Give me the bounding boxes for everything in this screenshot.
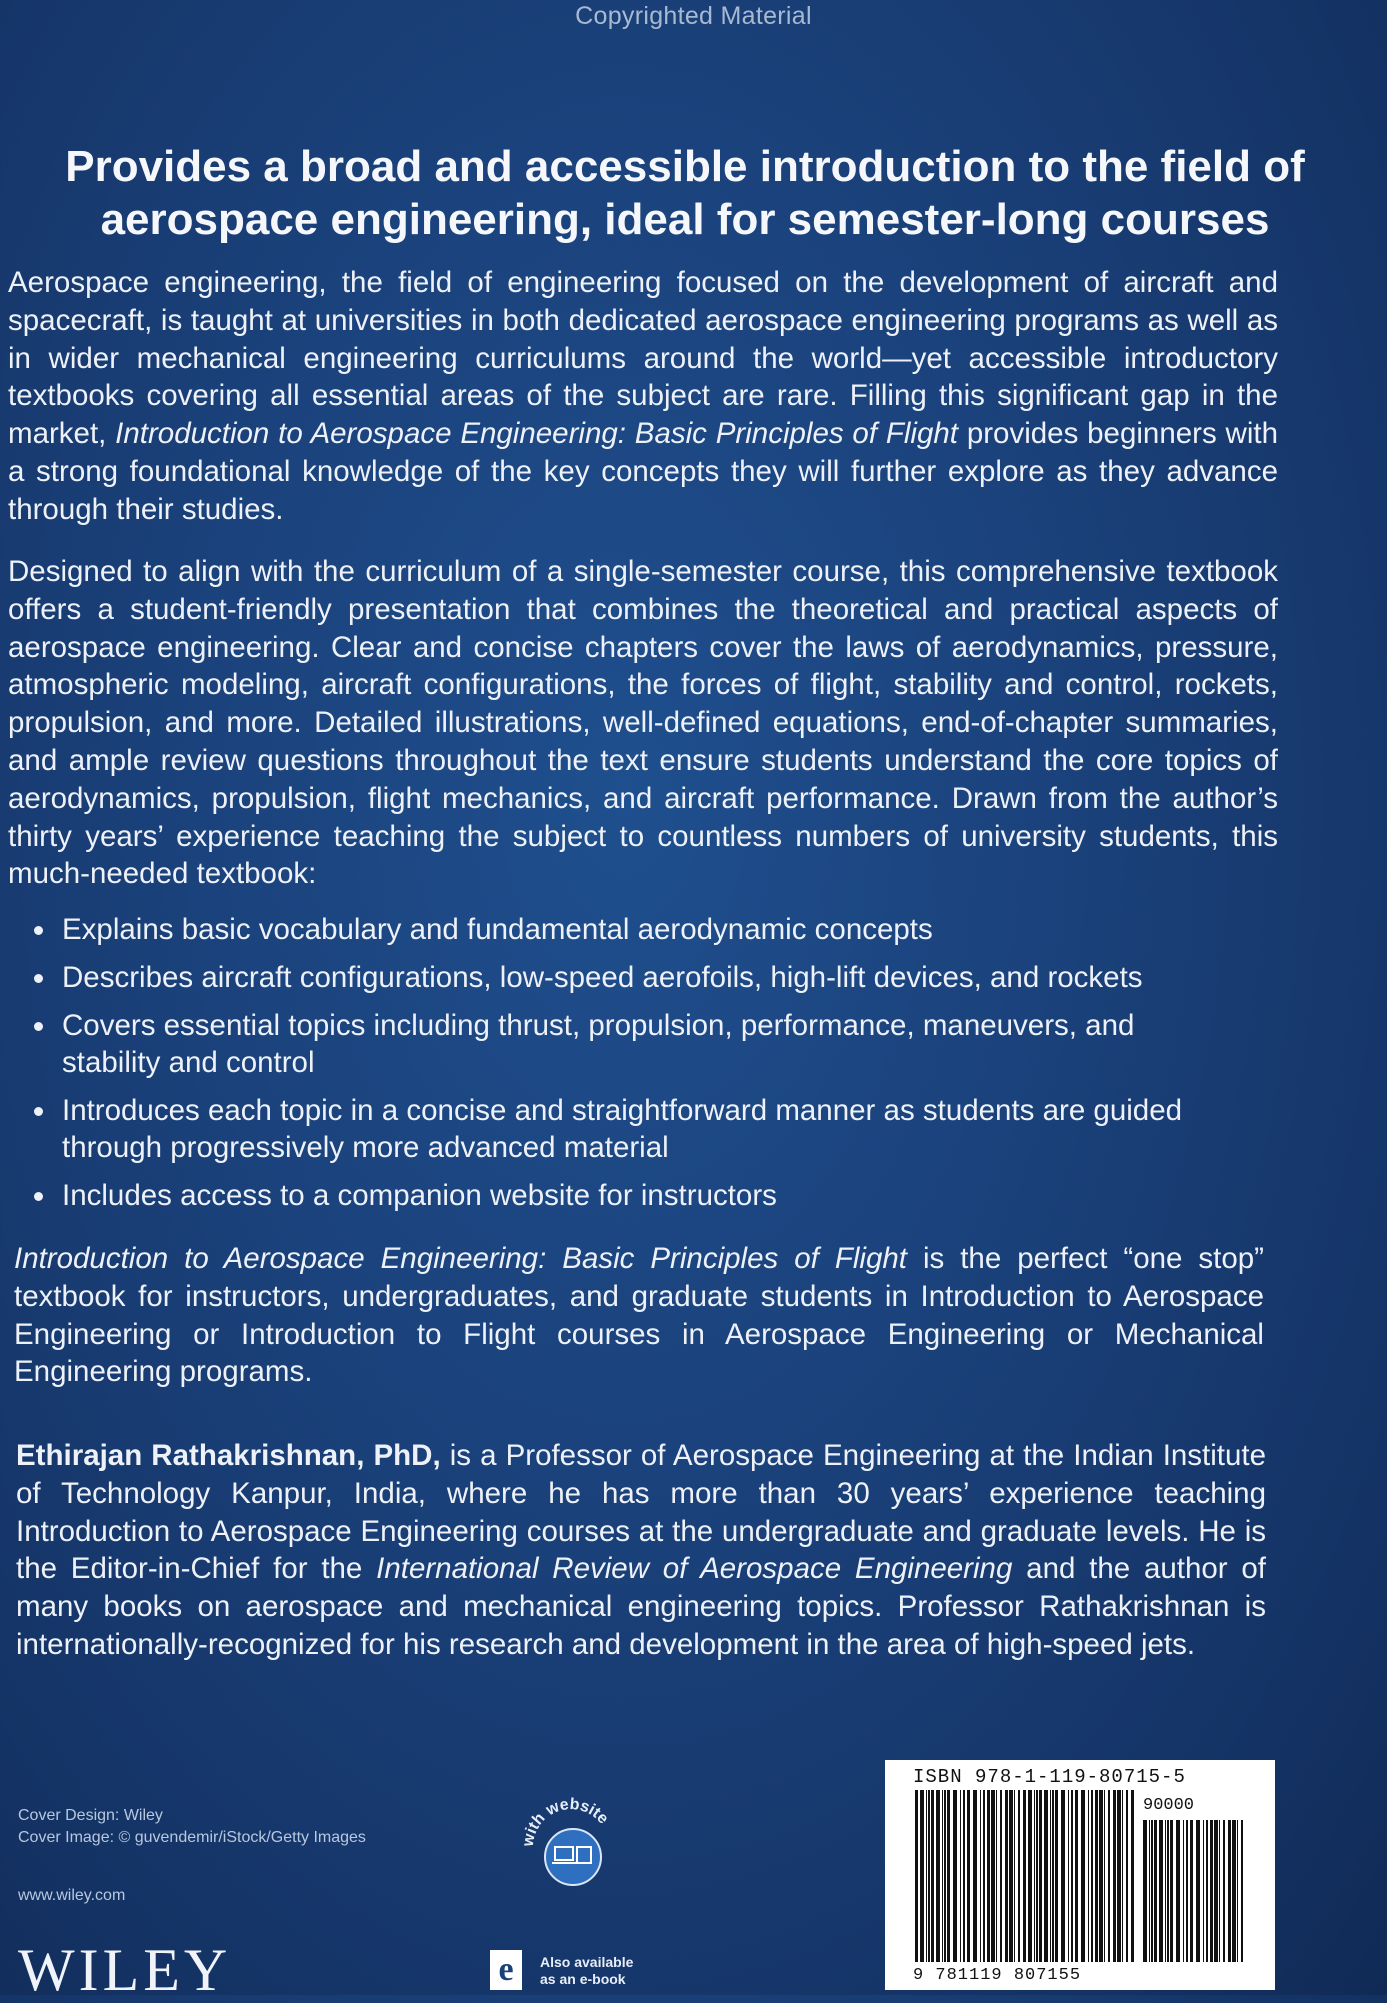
price-code: 90000: [1143, 1796, 1195, 1815]
barcode-bar: [987, 1790, 990, 1962]
barcode-bar: [1131, 1790, 1134, 1962]
barcode-bar: [1050, 1790, 1051, 1962]
barcode-bar: [1113, 1790, 1116, 1962]
barcode-bar: [1023, 1790, 1026, 1962]
description-paragraph-2: Designed to align with the curriculum of a single-semester course, this comprehensive textbook offers a student-friendly presentation that combines the theoretical and practical aspects of aerospace engineering. Clear and concise chapters cover the laws of aerodynamics, pressure, atmospheric modeling, aircraft configurations, the forces of flight, stability and control, rockets, propulsion, and more. Detailed illustrations, well-defined equations, end-of-chapter summaries, and ample review questions throughout the text ensure students understand the core topics of aerodynamics, propulsion, flight mechanics, and aircraft performance. Drawn from the author’s thirty years’ experience teaching the subject to countless numbers of university students, this much-needed textbook:: [8, 555, 1278, 891]
bullet-icon: [34, 974, 43, 983]
barcode-bar: [1126, 1790, 1128, 1962]
barcode-bar: [1034, 1790, 1035, 1962]
barcode-bars: [915, 1790, 1137, 1962]
barcode-bar: [1095, 1790, 1098, 1962]
barcode-bar: [1151, 1820, 1153, 1962]
barcode-bar: [1108, 1790, 1110, 1962]
feature-text: Describes aircraft configurations, low-speed aerofoils, high-lift devices, and rockets: [62, 961, 1143, 994]
feature-item: [28, 1007, 1228, 1081]
headline: [40, 140, 1330, 246]
bullet-icon: [34, 1107, 43, 1116]
journal-title: International Review of Aerospace Engineering: [376, 1552, 1013, 1586]
bullet-icon: [34, 1022, 43, 1031]
ebook-line-2: as an e-book: [540, 1971, 626, 1987]
headline-line-2: aerospace engineering, ideal for semester-long courses: [100, 195, 1270, 244]
p1-text-start: Aerospace engineering, the field of engineering focused on the development of aircraft and spacecraft, is taught at universities in both dedicated aerospace engineering programs as well as in wider mechanical engineering curriculums around the world—yet accessible introductory textbooks covering all essential areas of the subject are rare. Filling this significant gap in the market,: [8, 266, 1278, 451]
headline-line-1: Provides a broad and accessible introduction to the field of: [65, 142, 1305, 191]
barcode-bar: [983, 1790, 985, 1962]
barcode-bar: [1122, 1790, 1123, 1962]
barcode-bar: [996, 1790, 997, 1962]
barcode-bar: [1000, 1790, 1002, 1962]
badge-label: with website: [519, 1795, 612, 1848]
barcode-bar: [1104, 1790, 1105, 1962]
ebook-line-1: Also available: [540, 1954, 634, 1970]
barcode-bar: [1099, 1790, 1103, 1962]
barcode-bar: [926, 1790, 927, 1962]
barcode-bar: [915, 1790, 918, 1962]
barcode-bar: [1039, 1790, 1042, 1962]
copyright-watermark: Copyrighted Material: [575, 2, 812, 30]
p1-book-title: Introduction to Aerospace Engineering: Basic Principles of Flight: [115, 417, 958, 451]
barcode-bar: [928, 1790, 930, 1962]
barcode-bar: [1203, 1820, 1204, 1962]
bullet-icon: [34, 1192, 43, 1201]
barcode-digits: 9 781119 807155: [913, 1966, 1082, 1985]
barcode-bar: [1165, 1820, 1166, 1962]
companion-website-badge: [515, 1785, 625, 1895]
barcode-bar: [1190, 1820, 1193, 1962]
barcode-bar: [1219, 1820, 1220, 1962]
publisher-website[interactable]: www.wiley.com: [18, 1887, 126, 1904]
barcode-bar: [1044, 1790, 1048, 1962]
barcode-bar: [944, 1790, 946, 1962]
isbn-number: ISBN 978-1-119-80715-5: [913, 1766, 1186, 1788]
feature-item: [28, 1177, 1228, 1214]
cover-design-credit: Cover Design: Wiley: [18, 1807, 163, 1824]
bio-text-end: and the author of many books on aerospace and mechanical engineering topics. Professor Rathakrishnan is internationally-recognized for his research and development in the area of high-speed jets.: [16, 1552, 1266, 1661]
feature-text: Includes access to a companion website for instructors: [62, 1179, 777, 1212]
description-paragraph-1: [8, 264, 1278, 529]
barcode-bar: [1210, 1820, 1213, 1962]
isbn-barcode: [885, 1760, 1275, 1990]
barcode-bar: [1159, 1820, 1163, 1962]
barcode-bar: [1061, 1790, 1065, 1962]
barcode-bar: [1176, 1820, 1180, 1962]
barcode-bar: [942, 1790, 943, 1962]
barcode-bar: [1117, 1790, 1121, 1962]
barcode-bar: [1167, 1820, 1169, 1962]
barcode-bar: [980, 1790, 981, 1962]
cover-image-credit: Cover Image: © guvendemir/iStock/Getty Images: [18, 1829, 366, 1846]
feature-text: Introduces each topic in a concise and straightforward manner as students are guided through progressively more advanced material: [62, 1094, 1183, 1164]
barcode-bar: [931, 1790, 934, 1962]
barcode-bar: [1028, 1790, 1032, 1962]
barcode-bar: [1143, 1820, 1147, 1962]
barcode-bar: [1081, 1790, 1085, 1962]
barcode-bar: [1018, 1790, 1020, 1962]
p1-text-end: provides beginners with a strong foundational knowledge of the key concepts they will further explore as they advance through their studies.: [8, 417, 1278, 526]
feature-text: Covers essential topics including thrust, propulsion, performance, maneuvers, and stability and control: [62, 1009, 1135, 1079]
barcode-bar: [1228, 1820, 1231, 1962]
barcode-bar: [1055, 1790, 1058, 1962]
barcode-bar: [1223, 1820, 1225, 1962]
bullet-icon: [34, 926, 43, 935]
barcode-bar: [1196, 1820, 1200, 1962]
price-barcode-bars: [1143, 1820, 1247, 1962]
barcode-bar: [1005, 1790, 1008, 1962]
feature-item: [28, 959, 1228, 996]
barcode-bar: [1036, 1790, 1038, 1962]
barcode-bar: [1170, 1820, 1173, 1962]
barcode-bar: [1149, 1820, 1150, 1962]
author-bio: [16, 1437, 1266, 1664]
p3-book-title: Introduction to Aerospace Engineering: Basic Principles of Flight: [14, 1242, 907, 1275]
barcode-bar: [1232, 1820, 1236, 1962]
barcode-bar: [1241, 1820, 1243, 1962]
barcode-bar: [936, 1790, 940, 1962]
barcode-bar: [1183, 1820, 1184, 1962]
description-paragraph-3: [14, 1240, 1264, 1391]
feature-list: [28, 911, 1228, 1225]
barcode-bar: [920, 1790, 924, 1962]
barcode-bar: [1071, 1790, 1073, 1962]
barcode-bar: [953, 1790, 957, 1962]
barcode-bar: [1068, 1790, 1069, 1962]
p3-text: is the perfect “one stop” textbook for instructors, undergraduates, and graduate students in Introduction to Aerospace Engineering or Introduction to Flight courses in Aerospace Engineering or Mechanical Engineering programs.: [14, 1242, 1264, 1389]
feature-item: [28, 911, 1228, 948]
barcode-bar: [1052, 1790, 1054, 1962]
cover-credits: [18, 1805, 366, 1849]
barcode-bar: [1186, 1820, 1188, 1962]
barcode-bar: [947, 1790, 950, 1962]
author-name: Ethirajan Rathakrishnan, PhD,: [16, 1439, 441, 1472]
barcode-bar: [1154, 1820, 1157, 1962]
barcode-bar: [960, 1790, 961, 1962]
barcode-bar: [1237, 1820, 1238, 1962]
barcode-bar: [991, 1790, 995, 1962]
barcode-bar: [963, 1790, 965, 1962]
bio-text-start: is a Professor of Aerospace Engineering at the Indian Institute of Technology Kanpur, India, where he has more than 30 years’ experience teaching Introduction to Aerospace Engineering courses at the undergraduate and graduate levels. He is the Editor-in-Chief for the: [16, 1439, 1266, 1586]
feature-item: [28, 1092, 1228, 1166]
barcode-bar: [1088, 1790, 1089, 1962]
barcode-bar: [967, 1790, 970, 1962]
barcode-bar: [1075, 1790, 1078, 1962]
barcode-bar: [1014, 1790, 1015, 1962]
feature-text: Explains basic vocabulary and fundamental aerodynamic concepts: [62, 913, 933, 946]
barcode-bar: [973, 1790, 977, 1962]
barcode-bar: [1091, 1790, 1093, 1962]
wiley-logo: WILEY: [18, 1937, 232, 2003]
barcode-bar: [1009, 1790, 1013, 1962]
barcode-bar: [1206, 1820, 1208, 1962]
e-book-icon: e: [490, 1950, 522, 1990]
barcode-bar: [1214, 1820, 1218, 1962]
